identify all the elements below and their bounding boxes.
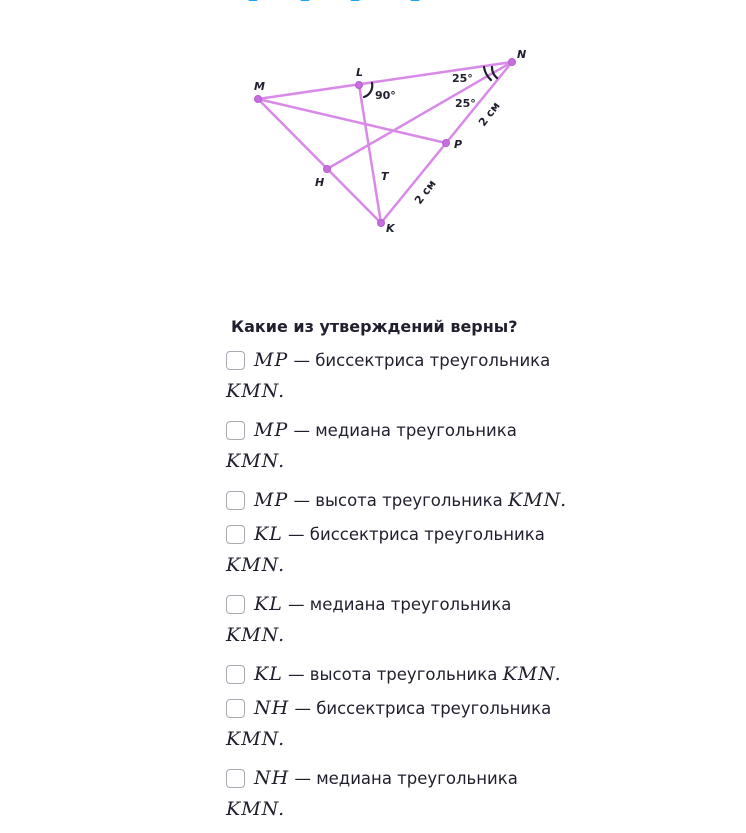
length-label-pk: 2 см <box>412 177 439 207</box>
checkbox[interactable] <box>226 769 245 788</box>
checkbox[interactable] <box>226 351 245 370</box>
triangle-name: KMN <box>226 798 279 820</box>
option-text: — биссектриса треугольника <box>282 525 545 544</box>
period: . <box>560 489 568 511</box>
triangle-name: KMN <box>226 624 279 646</box>
label-k: K <box>386 222 395 235</box>
option-text: — высота треугольника <box>282 665 498 684</box>
label-h: H <box>315 176 325 189</box>
segment-mk <box>258 99 381 223</box>
label-l: L <box>356 66 364 79</box>
option-mp-bisector[interactable] <box>226 345 606 407</box>
point-n <box>509 59 516 66</box>
point-h <box>324 166 331 173</box>
triangle-name: KMN <box>226 450 279 472</box>
period: . <box>278 624 286 646</box>
point-p <box>443 140 450 147</box>
checkbox[interactable] <box>226 421 245 440</box>
angle-label-90: 90° <box>375 89 396 102</box>
triangle-name: KMN <box>502 663 555 685</box>
checkbox[interactable] <box>226 491 245 510</box>
option-text: — биссектриса треугольника <box>289 699 552 718</box>
segment-name: KL <box>254 663 283 685</box>
period: . <box>278 798 286 820</box>
option-text: — медиана треугольника <box>288 421 517 440</box>
option-text: — биссектриса треугольника <box>288 351 551 370</box>
option-kl-bisector[interactable] <box>226 519 606 581</box>
length-label-np: 2 см <box>476 99 503 129</box>
checkbox[interactable] <box>226 665 245 684</box>
label-t: T <box>381 170 389 183</box>
option-mp-median[interactable] <box>226 415 606 477</box>
segment-name: MP <box>254 349 289 371</box>
checkbox[interactable] <box>226 595 245 614</box>
option-kl-altitude[interactable] <box>226 659 606 690</box>
option-text: — медиана треугольника <box>289 769 518 788</box>
label-n: N <box>517 48 527 61</box>
segment-mp <box>258 99 446 143</box>
triangle-name: KMN <box>508 489 561 511</box>
triangle-name: KMN <box>226 728 279 750</box>
label-p: P <box>454 138 463 151</box>
right-angle-arc <box>364 83 372 97</box>
segment-name: MP <box>254 419 289 441</box>
checkbox[interactable] <box>226 525 245 544</box>
point-m <box>255 96 262 103</box>
triangle-name: KMN <box>226 380 279 402</box>
question-title: Какие из утверждений верны? <box>231 317 518 336</box>
segment-name: MP <box>254 489 289 511</box>
period: . <box>278 450 286 472</box>
period: . <box>278 728 286 750</box>
option-text: — высота треугольника <box>288 491 503 510</box>
period: . <box>278 554 286 576</box>
point-k <box>378 220 385 227</box>
angle-label-lower: 25° <box>455 97 476 110</box>
segment-name: NH <box>254 697 290 719</box>
angle-label-upper: 25° <box>452 72 473 85</box>
option-nh-bisector[interactable] <box>226 693 606 755</box>
triangle-name: KMN <box>226 554 279 576</box>
segment-name: KL <box>254 523 283 545</box>
segment-name: NH <box>254 767 290 789</box>
period: . <box>278 380 286 402</box>
segment-kl <box>359 85 381 223</box>
option-mp-altitude[interactable] <box>226 485 606 516</box>
triangle-diagram <box>0 0 746 260</box>
option-kl-median[interactable] <box>226 589 606 651</box>
checkbox[interactable] <box>226 699 245 718</box>
period: . <box>554 663 562 685</box>
option-text: — медиана треугольника <box>282 595 512 614</box>
point-l <box>356 82 363 89</box>
options-list <box>226 345 606 833</box>
option-nh-median[interactable] <box>226 763 606 825</box>
label-m: M <box>254 80 265 93</box>
segment-name: KL <box>254 593 283 615</box>
